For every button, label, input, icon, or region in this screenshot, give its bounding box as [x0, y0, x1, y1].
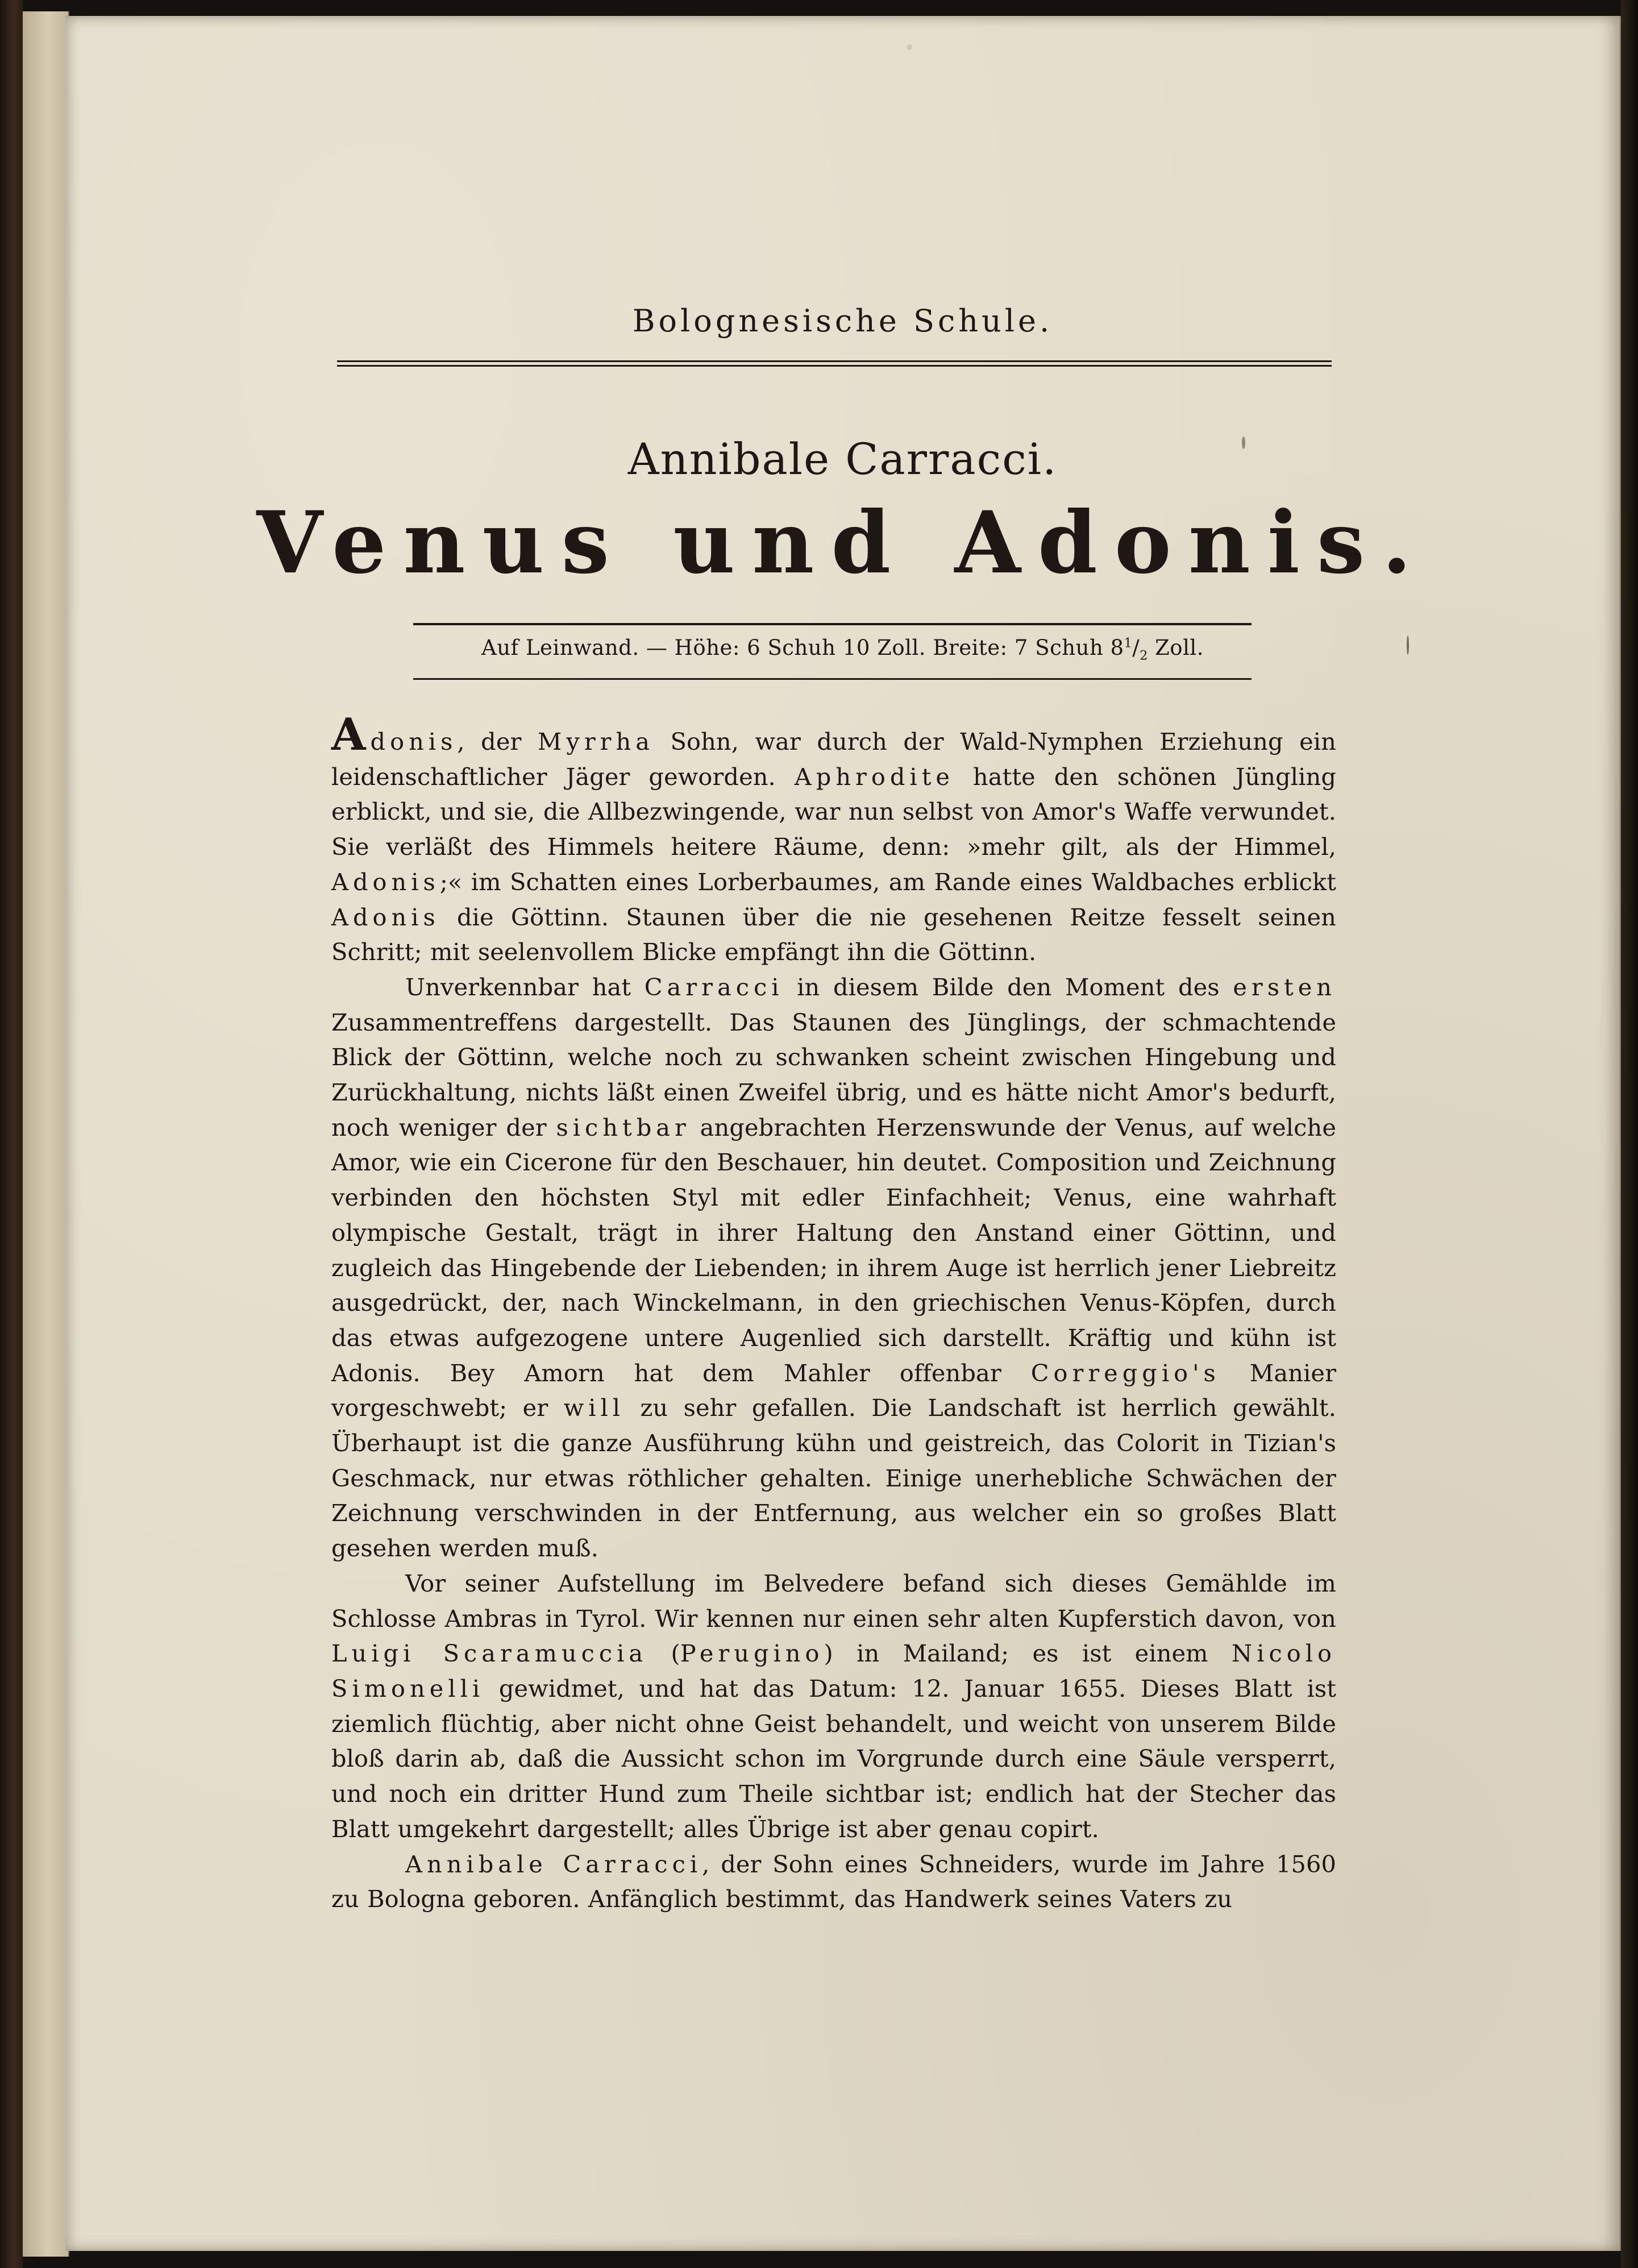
dimensions-dash: — — [646, 635, 668, 660]
paragraph-text: Vor seiner Aufstellung im Belvedere befand sich dieses Gemählde im Schlosse Ambras in Tyrol. Wir kennen nur einen sehr alten Kupferstich davon, von — [331, 1569, 1336, 1633]
paragraph-text: Zusammentreffens dargestellt. Das Staunen des Jünglings, der schmachtende Blick der Göttinn, welche noch zu schwanken scheint zwischen Hingebung und Zurückhaltung, nichts läßt einen Zweifel übrig, und es hätte nicht Amor's bedurft, noch weniger der — [331, 1008, 1336, 1141]
emphasized-text: sichtbar — [556, 1113, 691, 1141]
dimensions-fraction-denominator: 2 — [1140, 648, 1148, 663]
body-paragraph — [331, 709, 1336, 970]
artwork-title: Venus und Adonis. — [256, 493, 1429, 593]
paragraph-text: angebrachten Herzenswunde der Venus, auf welche Amor, wie ein Cicerone für den Beschauer, hin deutet. Composition und Zeichnung verbinden den höchsten Styl mit edler Einfachheit; Venus, eine wahrhaft olympische Gestalt, trägt in ihrer Haltung den Anstand einer Göttinn, und zugleich das Hingebende der Liebenden; in ihrem Auge ist herrlich jener Liebreitz ausgedrückt, der, nach Winckelmann, in den griechischen Venus-Köpfen, durch das etwas aufgezogene untere Augenlied sich darstellt. Kräftig und kühn ist Adonis. Bey Amorn hat dem Mahler offenbar — [331, 1113, 1336, 1387]
dimensions-height-label: Höhe: — [674, 635, 740, 660]
paragraph-text: Unverkennbar hat — [405, 973, 645, 1001]
previous-page-edge — [23, 11, 69, 2257]
body-text — [331, 709, 1337, 1917]
emphasized-text: Myrrha — [537, 728, 654, 755]
paragraph-text: ;« im Schatten eines Lorberbaumes, am Rande eines Waldbaches erblickt — [439, 867, 1336, 896]
page — [65, 16, 1622, 2251]
emphasized-text: Correggio's — [1030, 1359, 1220, 1387]
emphasized-text: Adonis — [331, 903, 440, 931]
emphasized-text: Perugino — [680, 1639, 824, 1668]
emphasized-text: Luigi Scaramuccia — [331, 1639, 648, 1668]
emphasized-text: Nicolo Simonelli — [331, 1639, 1336, 1702]
emphasized-text: Annibale Carracci — [405, 1850, 702, 1878]
paragraph-text: Sohn, war durch der Wald-Nymphen Erziehung ein leidenschaftlicher Jäger geworden. — [331, 728, 1336, 791]
paper-speck — [907, 44, 912, 50]
artist-name: Annibale Carracci. — [627, 434, 1058, 484]
header-rule — [337, 360, 1332, 367]
body-paragraph — [331, 970, 1336, 1566]
paragraph-text: ) in Mailand; es ist einem — [824, 1639, 1232, 1668]
artwork-dimensions: Auf Leinwand. — Höhe: 6 Schuh 10 Zoll. Breite: 7 Schuh $8^1/_2$ Zoll. — [481, 635, 1204, 663]
dimensions-height-value: 6 Schuh 10 Zoll. — [747, 635, 926, 660]
paragraph-text: Manier vorgeschwebt; er — [331, 1359, 1337, 1422]
emphasized-text: Carracci — [644, 973, 784, 1001]
paragraph-text: zu sehr gefallen. Die Landschaft ist herrlich gewählt. Überhaupt ist die ganze Ausführung kühn und geistreich, das Colorit in Tizian's Geschmack, nur etwas röthlicher gehalten. Einige unerhebliche Schwächen der Zeichnung verschwinden in der Entfernung, aus welcher ein so großes Blatt gesehen werden muß. — [331, 1394, 1336, 1563]
dimensions-width-value: 7 Schuh 8 — [1014, 635, 1124, 660]
paragraph-text: , der — [457, 728, 538, 755]
paragraph-text: hatte den schönen Jüngling erblickt, und sie, die Allbezwingende, war nun selbst von Amor's Waffe verwundet. Sie verläßt des Himmels heitere Räume, denn: »mehr gilt, als der Himmel, — [331, 762, 1336, 861]
paragraph-text: ( — [647, 1639, 680, 1668]
paragraph-text: die Göttinn. Staunen über die nie gesehenen Reitze fesselt seinen Schritt; mit seelenvollem Blicke empfängt ihn die Göttinn. — [331, 903, 1336, 966]
dimensions-fraction-numerator: 1 — [1124, 635, 1133, 651]
book-binding — [0, 0, 23, 2268]
emphasized-text: Aphrodite — [794, 762, 954, 791]
body-paragraph — [331, 1847, 1336, 1917]
running-head: Bolognesische Schule. — [632, 303, 1053, 339]
body-paragraph — [331, 1566, 1336, 1847]
emphasized-text: ersten — [1233, 973, 1336, 1001]
paragraph-text: gewidmet, und hat das Datum: 12. Januar 1655. Dieses Blatt ist ziemlich flüchtig, aber nicht ohne Geist behandelt, und weicht von unserem Bilde bloß darin ab, daß die Aussicht schon im Vorgrunde durch eine Säule versperrt, und noch ein dritter Hund zum Theile sichtbar ist; endlich hat der Stecher das Blatt umgekehrt dargestellt; alles Übrige ist aber genau copirt. — [331, 1674, 1336, 1843]
dimensions-width-unit: Zoll. — [1155, 635, 1204, 660]
scan-edge-shadow — [1621, 0, 1638, 2268]
dimensions-width-label: Breite: — [933, 635, 1008, 660]
dimensions-rule-bottom — [413, 678, 1252, 680]
paragraph-text: in diesem Bilde den Moment des — [783, 973, 1233, 1001]
dimensions-support: Auf Leinwand. — [481, 635, 639, 660]
dimensions-rule-top — [413, 623, 1252, 625]
paragraph-text: , der Sohn eines Schneiders, wurde im Jahre 1560 zu Bologna geboren. Anfänglich bestimmt, das Handwerk seines Vaters zu — [331, 1850, 1336, 1913]
emphasized-text: Adonis — [331, 709, 458, 761]
emphasized-text: Adonis — [331, 867, 440, 896]
emphasized-text: will — [563, 1394, 625, 1422]
